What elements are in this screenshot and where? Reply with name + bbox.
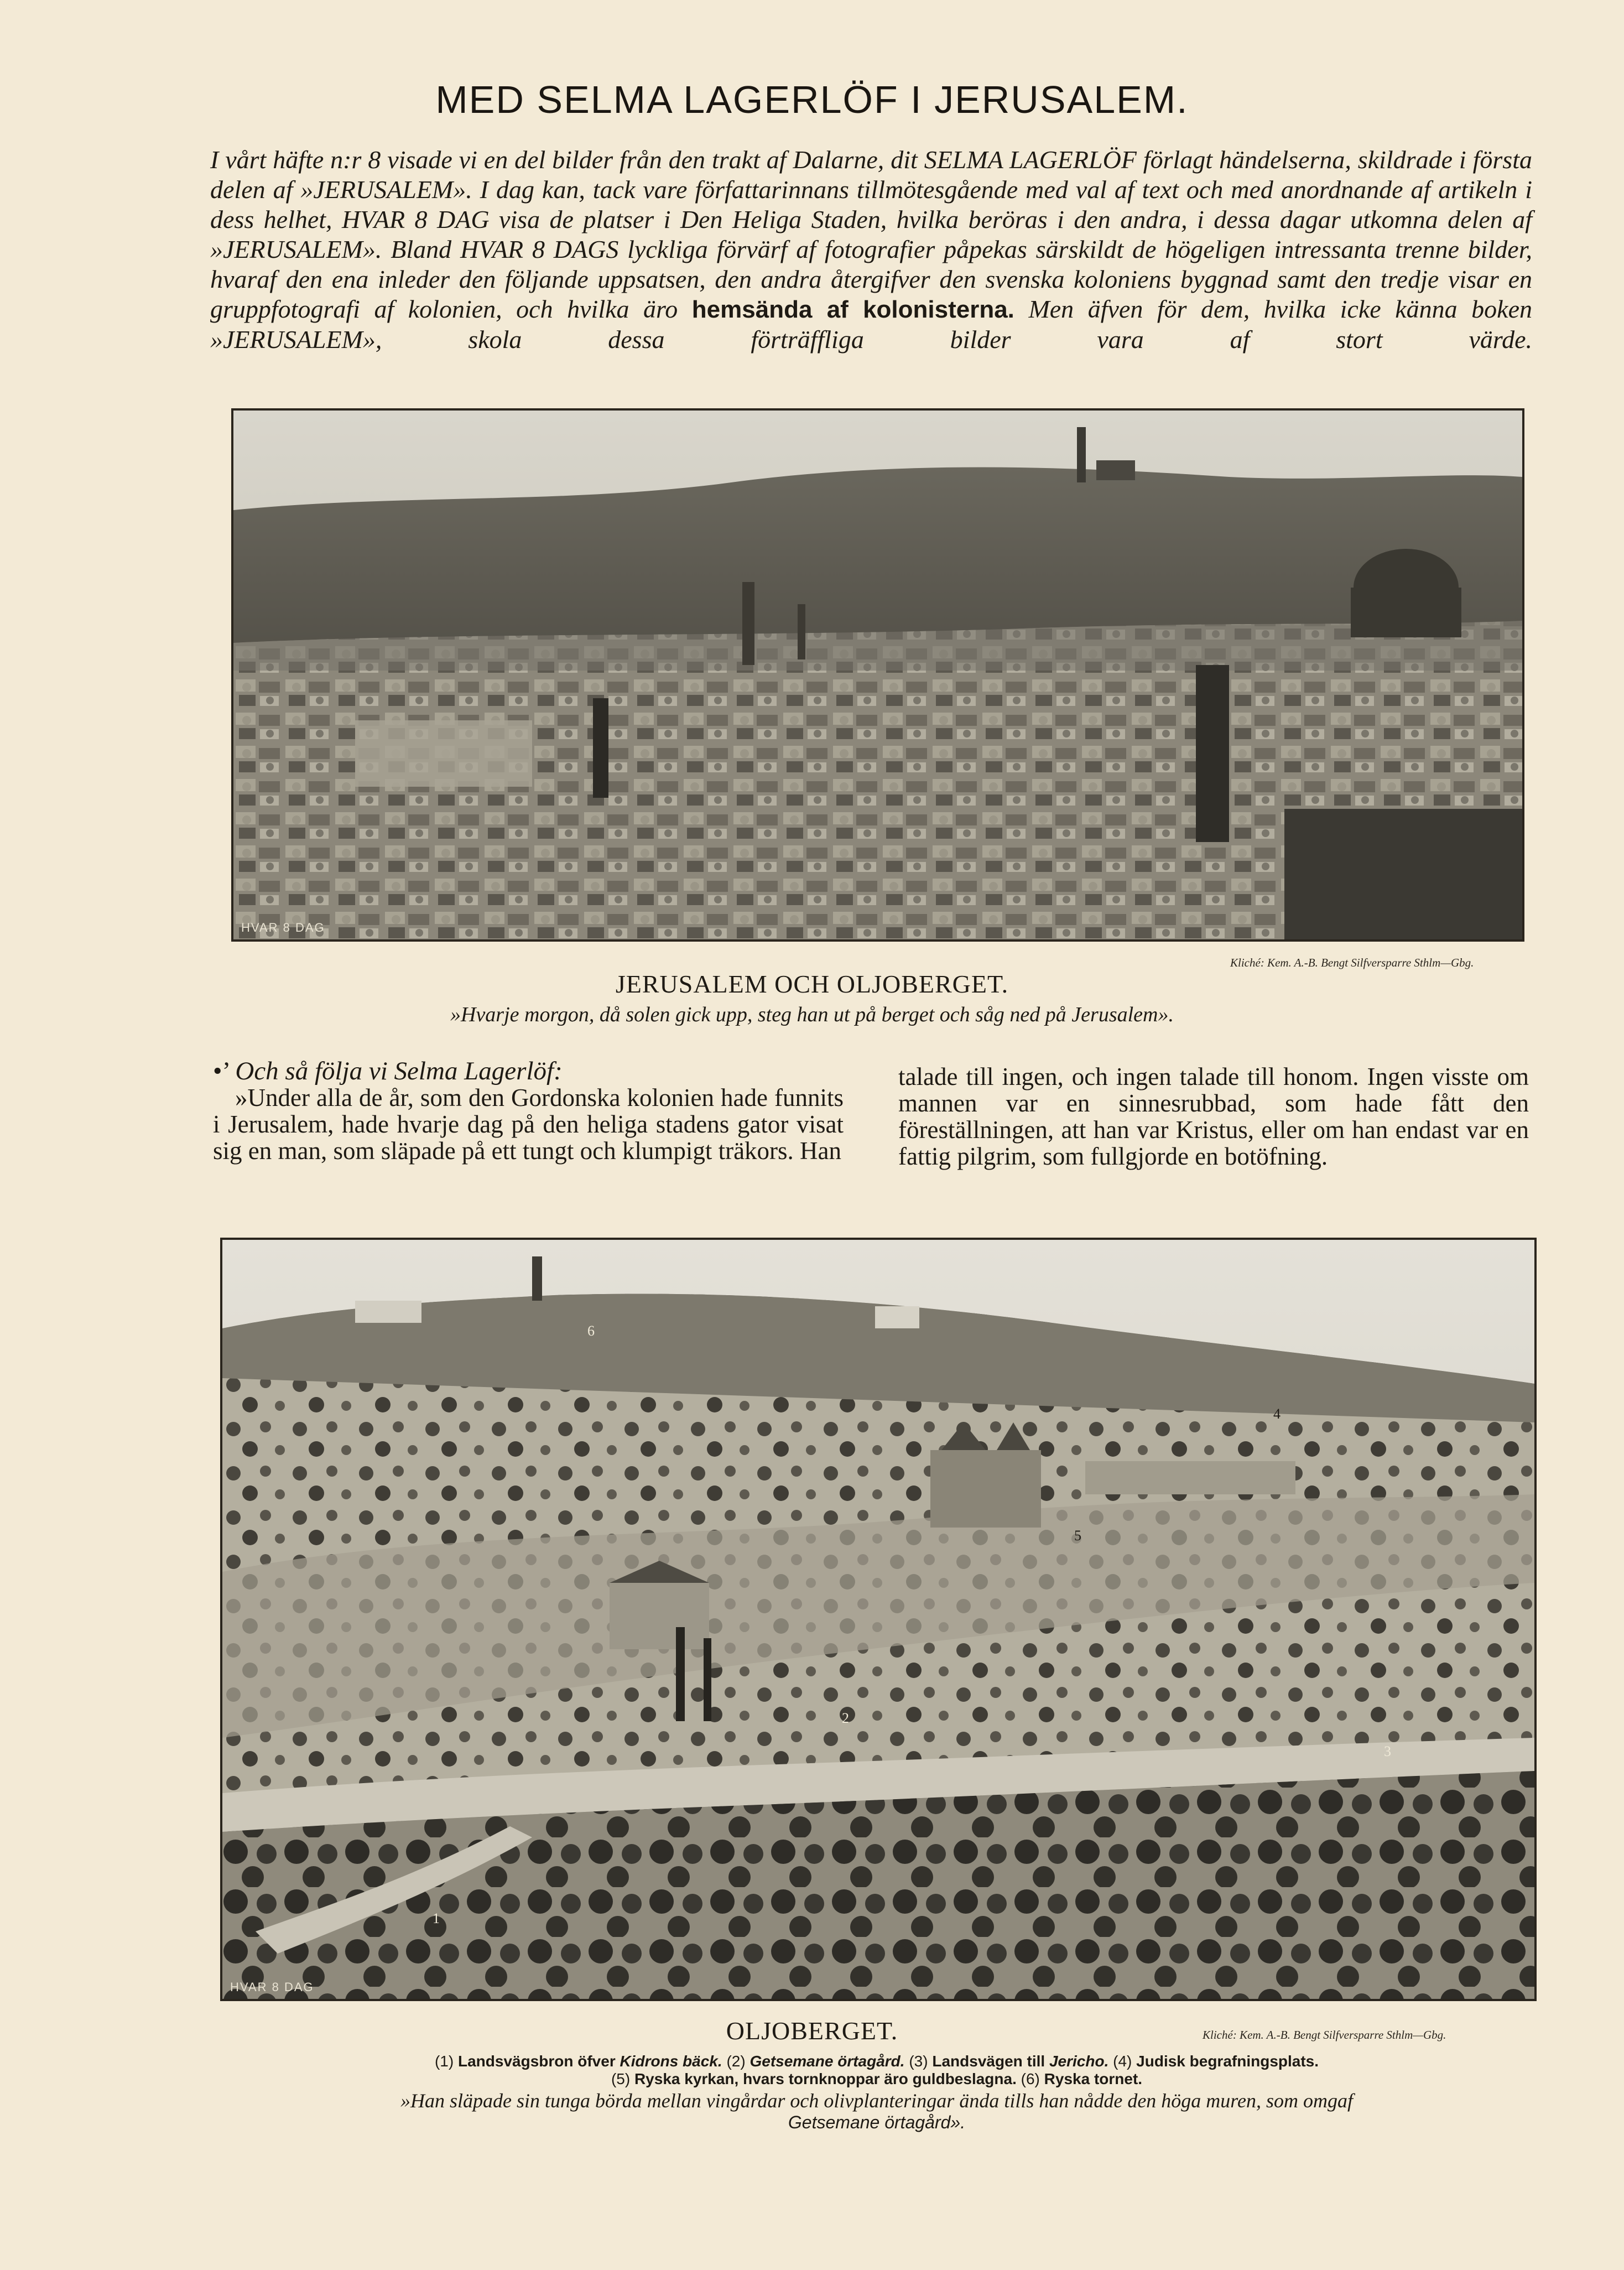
photo1-signature: HVAR 8 DAG	[241, 921, 325, 934]
photo2-label-5: 5	[1074, 1528, 1081, 1544]
legend-num-4: (4)	[1113, 2053, 1132, 2070]
legend-text-4: Judisk begrafningsplats.	[1136, 2053, 1319, 2070]
text-column-left	[213, 1058, 844, 1164]
column-lead: •’ Och så följa vi Selma Lagerlöf:	[213, 1058, 844, 1084]
legend-num-1: (1)	[434, 2053, 454, 2070]
photo2-caption: OLJOBERGET.	[726, 2017, 898, 2045]
jerusalem-photo-image	[233, 411, 1522, 939]
legend-text-3a: Landsvägen till	[932, 2053, 1045, 2070]
legend-text-1a: Landsvägsbron öfver	[457, 2053, 616, 2070]
legend-text-5: Ryska kyrkan, hvars tornknoppar äro guldbeslagna.	[634, 2070, 1017, 2087]
intro-text: I vårt häfte n:r 8 visade vi en del bilder från den trakt af Dalarne, dit SELMA LAGERLÖF förlagt händelserna, skildrade i första delen af »JERUSALEM». I dag kan, tack vare författarinnans tillmötesgående med val af text och med anordnande af artikeln i dess helhet, HVAR 8 DAG visa de platser i Den Heliga Staden, hvilka beröras i den andra, i dessa dagar utkomna delen af »JERUSALEM». Bland HVAR 8 DAGS lyckliga förvärf af fotografier påpekas särskildt de högeligen intressanta trenne bilder, hvaraf den ena inleder den följande uppsatsen, den andra återgifver den svenska koloniens byggnad samt den tredje visar en gruppfotografi af kolonien, och hvilka äro	[210, 146, 1532, 323]
column-right-text: talade till ingen, och ingen talade till honom. Ingen visste om mannen var en sinnesrubbad, som hade fått den föreställningen, att han var Kristus, eller om han endast var en fattig pilgrim, som fullgjorde en botöfning.	[898, 1063, 1529, 1170]
photo2-label-3: 3	[1384, 1743, 1391, 1759]
intro-bold-text: hemsända af kolonisterna.	[691, 296, 1014, 323]
photo-oljoberget	[220, 1238, 1537, 2001]
photo2-label-4: 4	[1273, 1406, 1281, 1422]
legend-text-3b: Jericho.	[1049, 2053, 1109, 2070]
oljoberget-photo-image	[222, 1240, 1534, 1999]
legend-num-6: (6)	[1021, 2070, 1040, 2087]
photo2-quote-text: »Han släpade sin tunga börda mellan vingårdar och olivplanteringar ända tills han nådde den höga muren, som omgaf	[400, 2090, 1353, 2112]
photo2-legend	[232, 2053, 1521, 2088]
photo2-label-2: 2	[842, 1710, 849, 1726]
photo2-label-6: 6	[587, 1323, 595, 1339]
photo2-credit: Kliché: Kem. A.-B. Bengt Silfversparre Sthlm—Gbg.	[1203, 2028, 1446, 2042]
column-left-text: »Under alla de år, som den Gordonska kolonien hade funnits i Jerusalem, hade hvarje dag på den heliga stadens gator visat sig en man, som släpade på ett tungt och klumpigt träkors. Han	[213, 1084, 844, 1165]
legend-num-5: (5)	[611, 2070, 631, 2087]
legend-num-3: (3)	[909, 2053, 928, 2070]
photo1-caption: JERUSALEM OCH OLJOBERGET.	[615, 970, 1009, 998]
intro-paragraph	[210, 145, 1532, 355]
page-title: MED SELMA LAGERLÖF I JERUSALEM.	[435, 78, 1189, 121]
text-column-right	[898, 1063, 1529, 1170]
photo2-quote-end: Getsemane örtagård».	[788, 2112, 966, 2132]
legend-text-6: Ryska tornet.	[1044, 2070, 1143, 2087]
photo2-quote	[243, 2090, 1510, 2133]
photo1-quote: »Hvarje morgon, då solen gick upp, steg han ut på berget och såg ned på Jerusalem».	[450, 1003, 1174, 1026]
intro-end-text: Men äfven för dem, hvilka icke känna boken »JERUSALEM», skola dessa förträffliga bilder vara af stort värde.	[210, 295, 1532, 354]
legend-text-1b: Kidrons bäck.	[620, 2053, 722, 2070]
photo-jerusalem-panorama	[231, 408, 1524, 942]
photo2-signature: HVAR 8 DAG	[230, 1980, 314, 1994]
photo1-credit: Kliché: Kem. A.-B. Bengt Silfversparre Sthlm—Gbg.	[1230, 956, 1474, 969]
photo2-label-1: 1	[433, 1910, 440, 1926]
legend-num-2: (2)	[726, 2053, 746, 2070]
legend-text-2: Getsemane örtagård.	[749, 2053, 905, 2070]
